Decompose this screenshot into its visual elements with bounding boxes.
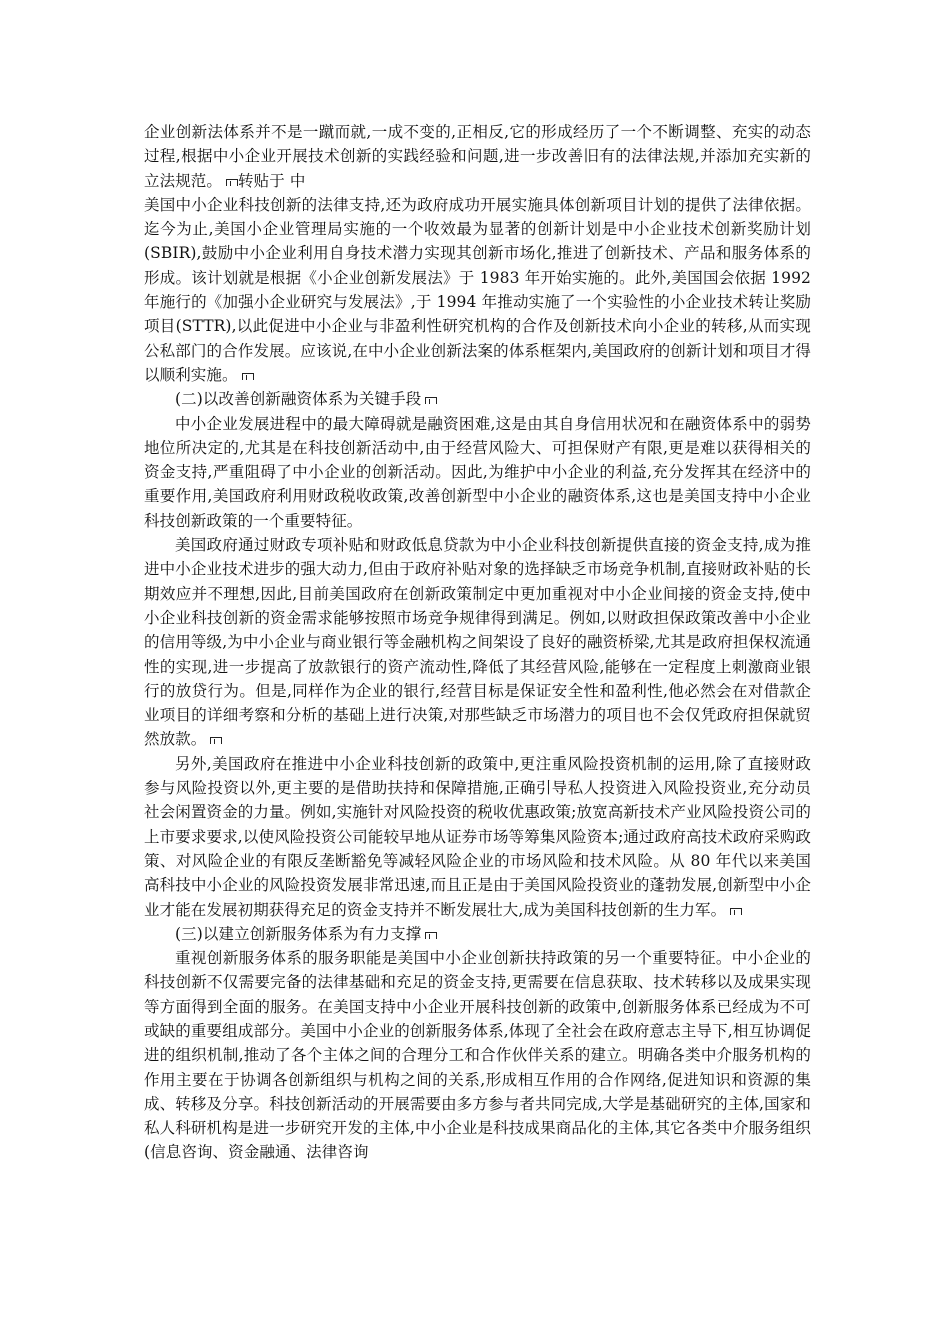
paragraph-mark-icon [242, 373, 254, 380]
paragraph-mark-icon [425, 397, 437, 404]
document-body [144, 120, 811, 1165]
repost-note: 转贴于 中 [238, 171, 306, 190]
paragraph-text: 美国中小企业科技创新的法律支持,还为政府成功开展实施具体创新项目计划的提供了法律依据。迄今为止,美国小企业管理局实施的一个收效最为显著的创新计划是中小企业技术创新奖励计划(SBIR),鼓励中小企业利用自身技术潜力实现其创新市场化,推进了创新技术、产品和服务体系的形成。该计划就是根据《小企业创新发展法》于 1983 年开始实施的。此外,美国国会依据 1992 年施行的《加强小企业研究与发展法》,于 1994 年推动实施了一个实验性的小企业技术转让奖励项目(STTR),以此促进中小企业与非盈利性研究机构的合作及创新技术向小企业的转移,从而实现公私部门的合作发展。应该说,在中小企业创新法案的体系框架内,美国政府的创新计划和项目才得以顺利实施。 [144, 195, 811, 384]
paragraph-text: 另外,美国政府在推进中小企业科技创新的政策中,更注重风险投资机制的运用,除了直接财政参与风险投资以外,更主要的是借助扶持和保障措施,正确引导私人投资进入风险投资业,充分动员社会闲置资金的力量。例如,实施针对风险投资的税收优惠政策;放宽高新技术产业风险投资公司的上市要求要求,以使风险投资公司能较早地从证券市场等筹集风险资本;通过政府高技术政府采购政策、对风险企业的有限反垄断豁免等减轻风险企业的市场风险和技术风险。从 80 年代以来美国高科技中小企业的风险投资发展非常迅速,而且正是由于美国风险投资业的蓬勃发展,创新型中小企业才能在发展初期获得充足的资金支持并不断发展壮大,成为美国科技创新的生力军。 [144, 754, 811, 919]
section-heading-2 [144, 387, 811, 411]
paragraph-text: 中小企业发展进程中的最大障碍就是融资困难,这是由其自身信用状况和在融资体系中的弱势地位所决定的,尤其是在科技创新活动中,由于经营风险大、可担保财产有限,更是难以获得相关的资金支持,严重阻碍了中小企业的创新活动。因此,为维护中小企业的利益,充分发挥其在经济中的重要作用,美国政府利用财政税收政策,改善创新型中小企业的融资体系,这也是美国支持中小企业科技创新政策的一个重要特征。 [144, 414, 811, 530]
heading-text: (三)以建立创新服务体系为有力支撑 [175, 924, 422, 943]
paragraph-3 [144, 412, 811, 533]
paragraph-4 [144, 533, 811, 752]
paragraph-text: 美国政府通过财政专项补贴和财政低息贷款为中小企业科技创新提供直接的资金支持,成为推进中小企业技术进步的强大动力,但由于政府补贴对象的选择缺乏市场竞争机制,直接财政补贴的长期效应并不理想,因此,目前美国政府在创新政策制定中更加重视对中小企业间接的资金支持,使中小企业科技创新的资金需求能够按照市场竞争规律得到满足。例如,以财政担保政策改善中小企业的信用等级,为中小企业与商业银行等金融机构之间架设了良好的融资桥梁,尤其是政府担保权流通性的实现,进一步提高了放款银行的资产流动性,降低了其经营风险,能够在一定程度上刺激商业银行的放贷行为。但是,同样作为企业的银行,经营目标是保证安全性和盈利性,他必然会在对借款企业项目的详细考察和分析的基础上进行决策,对那些缺乏市场潜力的项目也不会仅凭政府担保就贸然放款。 [144, 536, 811, 749]
paragraph-mark-icon [425, 932, 437, 939]
paragraph-mark-icon [730, 908, 742, 915]
paragraph-1 [144, 120, 811, 193]
paragraph-text: 重视创新服务体系的服务职能是美国中小企业创新扶持政策的另一个重要特征。中小企业的科技创新不仅需要完备的法律基础和充足的资金支持,更需要在信息获取、技术转移以及成果实现等方面得到全面的服务。在美国支持中小企业开展科技创新的政策中,创新服务体系已经成为不可或缺的重要组成部分。美国中小企业的创新服务体系,体现了全社会在政府意志主导下,相互协调促进的组织机制,推动了各个主体之间的合理分工和合作伙伴关系的建立。明确各类中介服务机构的作用主要在于协调各创新组织与机构之间的关系,形成相互作用的合作网络,促进知识和资源的集成、转移及分享。科技创新活动的开展需要由多方参与者共同完成,大学是基础研究的主体,国家和私人科研机构是进一步研究开发的主体,中小企业是科技成果商品化的主体,其它各类中介服务组织(信息咨询、资金融通、法律咨询 [144, 949, 811, 1162]
paragraph-mark-icon [226, 179, 238, 186]
heading-text: (二)以改善创新融资体系为关键手段 [175, 390, 422, 409]
paragraph-mark-icon [210, 737, 222, 744]
paragraph-text: 企业创新法体系并不是一蹴而就,一成不变的,正相反,它的形成经历了一个不断调整、充实的动态过程,根据中小企业开展技术创新的实践经验和问题,进一步改善旧有的法律法规,并添加充实新的立法规范。 [144, 123, 811, 190]
paragraph-2 [144, 193, 811, 387]
paragraph-6 [144, 946, 811, 1165]
section-heading-3 [144, 922, 811, 946]
paragraph-5 [144, 752, 811, 922]
